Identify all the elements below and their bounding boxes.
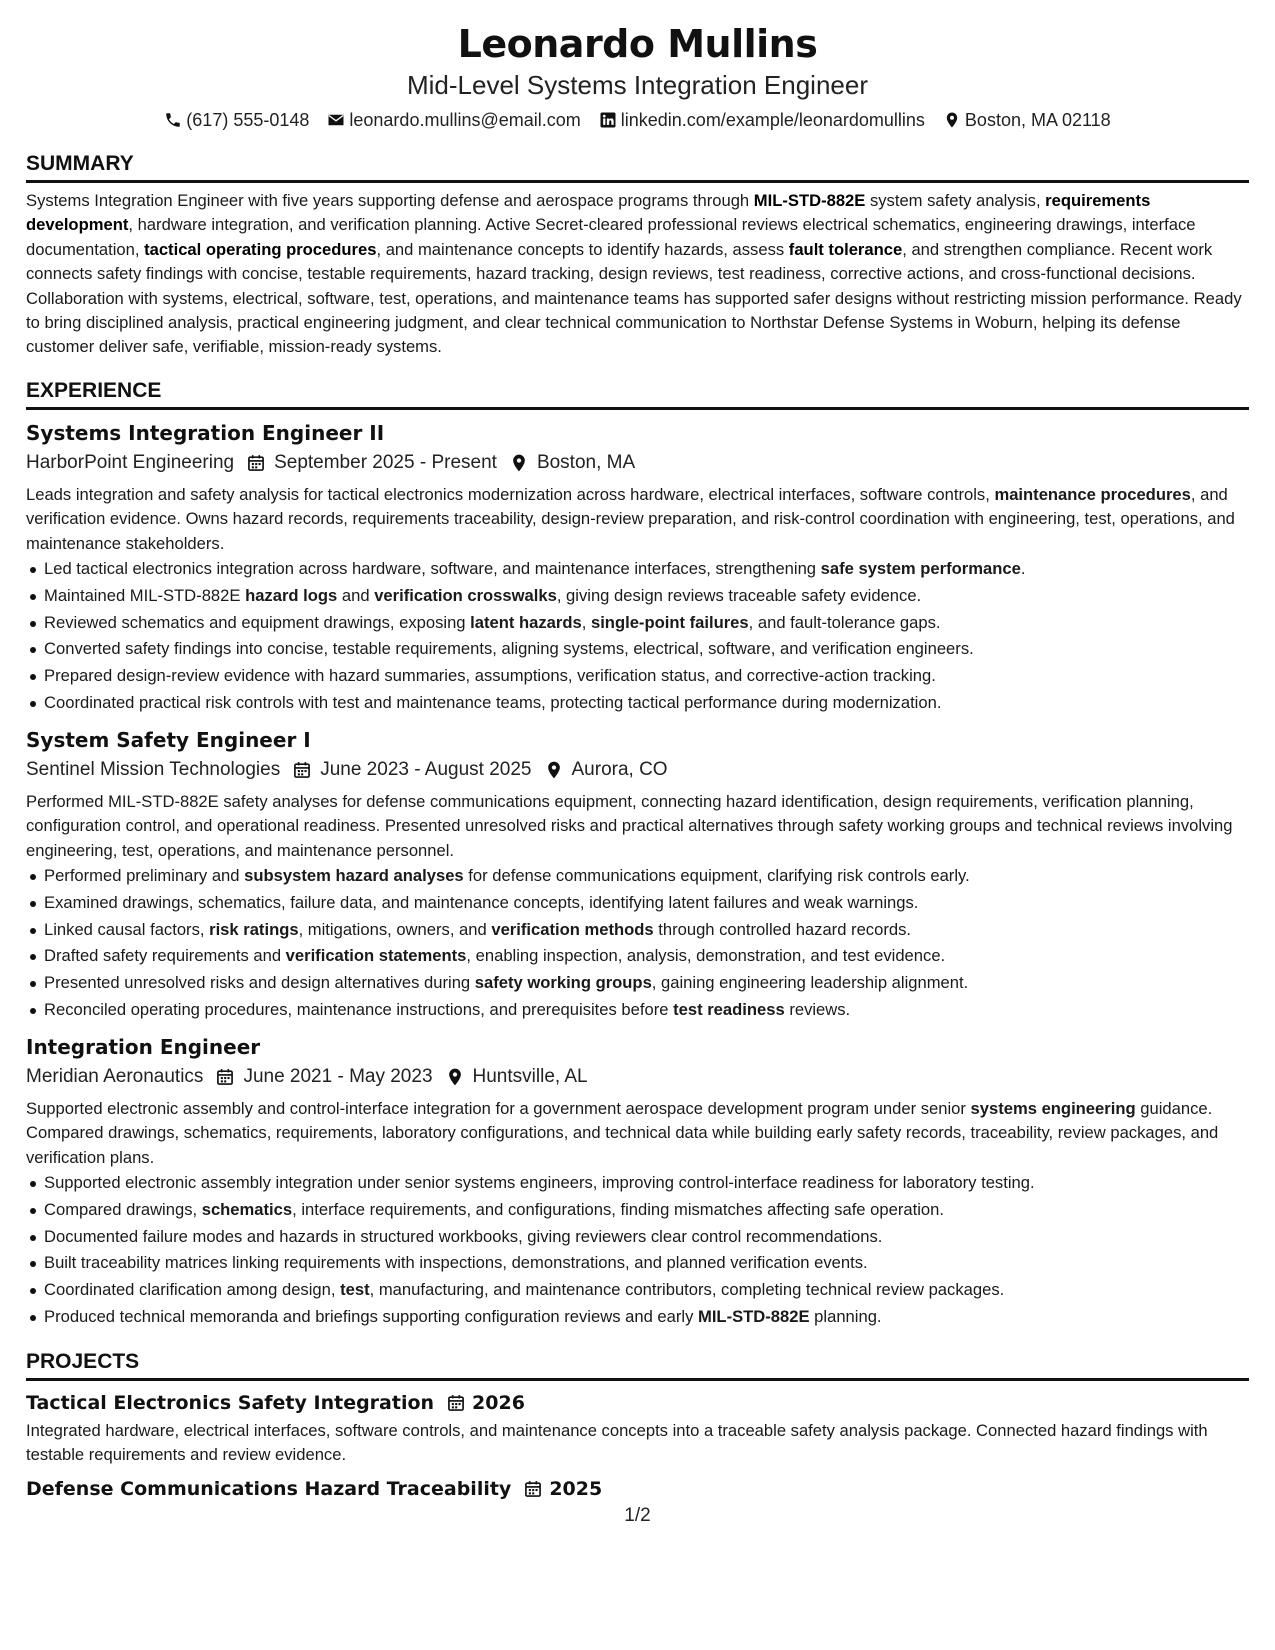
text-run: , interface requirements, and configurations, finding mismatches affecting safe operation. <box>292 1199 944 1219</box>
bold-keyword: schematics <box>201 1199 293 1219</box>
text-run: , manufacturing, and maintenance contributors, completing technical review packages. <box>369 1280 1005 1300</box>
bold-keyword: test readiness <box>673 1000 785 1020</box>
candidate-title: Mid-Level Systems Integration Engineer <box>406 70 868 100</box>
phone-icon <box>164 111 182 129</box>
company-name: Meridian Aeronautics <box>26 1065 204 1087</box>
project-title: Tactical Electronics Safety Integration <box>26 1391 435 1414</box>
job-dates: June 2021 - May 2023 <box>243 1065 433 1087</box>
text-run: Produced technical memoranda and briefings supporting configuration reviews and early <box>44 1307 698 1327</box>
text-run: . <box>1020 559 1026 579</box>
job-entry <box>26 418 1249 717</box>
projects-heading: PROJECTS <box>26 1349 1249 1381</box>
candidate-name: Leonardo Mullins <box>457 22 818 66</box>
list-item <box>44 863 1249 890</box>
text-run: Drafted safety requirements and <box>44 946 286 966</box>
bold-keyword: hazard logs <box>245 585 338 605</box>
list-item <box>44 610 1249 637</box>
list-item <box>44 1197 1249 1224</box>
project-year: 2026 <box>472 1391 525 1414</box>
summary-heading: SUMMARY <box>26 151 1249 183</box>
bold-keyword: safety working groups <box>474 973 652 993</box>
text-run: Systems Integration Engineer with five years supporting defense and aerospace programs through <box>26 191 754 210</box>
text-run: reviews. <box>784 1000 851 1020</box>
text-run: Performed MIL-STD-882E safety analyses for defense communications equipment, connecting hazard identification, design requirements, verification planning, configuration control, and operational readiness. Presented unresolved risks and practical alternatives through safety working groups and technical reviews involving engineering, test, operations, and maintenance personnel. <box>26 791 1233 860</box>
list-item <box>44 997 1249 1024</box>
map-pin-icon <box>509 453 529 473</box>
text-run: , giving design reviews traceable safety evidence. <box>556 585 922 605</box>
bold-keyword: verification methods <box>491 919 654 939</box>
text-run: Coordinated practical risk controls with test and maintenance teams, protecting tactical performance during modernization. <box>44 693 942 713</box>
contact-email-text: leonardo.mullins@email.com <box>349 110 581 130</box>
list-item <box>44 1277 1249 1304</box>
text-run: guidance. Compared drawings, schematics, requirements, laboratory configurations, and technical data while building early safety records, traceability, review packages, and verification plans. <box>26 1098 1219 1167</box>
list-item <box>44 1250 1249 1277</box>
bold-keyword: MIL-STD-882E <box>753 191 866 210</box>
text-run: Presented unresolved risks and design alternatives during <box>44 973 475 993</box>
text-run: Prepared design-review evidence with hazard summaries, assumptions, verification status, and corrective-action tracking. <box>44 666 936 686</box>
contact-linkedin[interactable] <box>599 107 925 133</box>
text-run: Supported electronic assembly integration under senior systems engineers, improving control-interface readiness for laboratory testing. <box>44 1173 1035 1193</box>
job-bullets <box>26 1170 1249 1331</box>
text-run: , and fault-tolerance gaps. <box>748 612 941 632</box>
job-title: System Safety Engineer I <box>26 727 311 752</box>
map-pin-icon <box>544 760 564 780</box>
text-run: Documented failure modes and hazards in structured workbooks, giving reviewers clear control recommendations. <box>44 1226 883 1246</box>
job-location: Aurora, CO <box>571 758 668 780</box>
calendar-icon <box>292 760 312 780</box>
job-entry <box>26 1032 1249 1331</box>
project-entry <box>26 1475 1249 1503</box>
text-run: , hardware integration, and verification planning. Active Secret-cleared professional reviews electrical schematics, engineering drawings, interface documentation, <box>26 215 1196 259</box>
bold-keyword: maintenance procedures <box>994 484 1191 504</box>
calendar-icon <box>446 1393 466 1413</box>
text-run: , and strengthen compliance. Recent work connects safety findings with concise, testable requirements, hazard tracking, design reviews, test readiness, corrective actions, and cross-functional decisions. Collaboration with systems, electrical, software, test, operations, and maintenance teams has supported safer designs without restricting mission performance. Ready to bring disciplined analysis, practical engineering judgment, and clear technical communication to Northstar Defense Systems in Woburn, helping its defense customer deliver safe, verifiable, mission-ready systems. <box>26 239 1242 357</box>
projects-list <box>26 1389 1249 1503</box>
text-run: Supported electronic assembly and control-interface integration for a government aerospace development program under senior <box>26 1098 971 1118</box>
text-run: through controlled hazard records. <box>653 919 911 939</box>
text-run: Linked causal factors, <box>44 919 210 939</box>
page-number: 1/2 <box>624 1505 651 1526</box>
envelope-icon <box>327 111 345 129</box>
text-run: and <box>337 585 375 605</box>
list-item <box>44 583 1249 610</box>
text-run: Led tactical electronics integration across hardware, software, and maintenance interfaces, strengthening <box>44 559 821 579</box>
text-run: for defense communications equipment, clarifying risk controls early. <box>463 866 970 886</box>
calendar-icon <box>523 1479 543 1499</box>
resume-header <box>26 20 1249 133</box>
text-run: Performed preliminary and <box>44 866 245 886</box>
bold-keyword: latent hazards <box>470 612 582 632</box>
text-run: , gaining engineering leadership alignment. <box>651 973 969 993</box>
map-pin-icon <box>445 1067 465 1087</box>
company-name: HarborPoint Engineering <box>26 451 235 473</box>
text-run: Reconciled operating procedures, maintenance instructions, and prerequisites before <box>44 1000 674 1020</box>
list-item <box>44 1304 1249 1331</box>
list-item <box>44 556 1249 583</box>
text-run: system safety analysis, <box>865 191 1046 210</box>
text-run: , enabling inspection, analysis, demonstration, and test evidence. <box>466 946 946 966</box>
project-header <box>26 1389 1249 1417</box>
text-run: Reviewed schematics and equipment drawings, exposing <box>44 612 471 632</box>
bold-keyword: systems engineering <box>970 1098 1136 1118</box>
contact-email[interactable] <box>327 107 580 133</box>
job-meta <box>26 755 1249 785</box>
text-run: Examined drawings, schematics, failure data, and maintenance concepts, identifying latent failures and weak warnings. <box>44 892 919 912</box>
job-meta <box>26 1062 1249 1092</box>
linkedin-icon <box>599 111 617 129</box>
project-header <box>26 1475 1249 1503</box>
list-item <box>44 690 1249 717</box>
bold-keyword: fault tolerance <box>788 239 903 259</box>
job-location: Boston, MA <box>536 451 636 473</box>
job-dates: June 2023 - August 2025 <box>320 758 532 780</box>
calendar-icon <box>215 1067 235 1087</box>
company-name: Sentinel Mission Technologies <box>26 758 281 780</box>
job-bullets <box>26 863 1249 1024</box>
text-run: Converted safety findings into concise, testable requirements, aligning systems, electrical, software, and verification engineers. <box>44 639 974 659</box>
job-title: Systems Integration Engineer II <box>26 420 385 445</box>
job-location: Huntsville, AL <box>472 1065 588 1087</box>
text-run: planning. <box>809 1307 882 1327</box>
text-run: , <box>581 612 591 632</box>
bold-keyword: MIL-STD-882E <box>698 1307 810 1327</box>
list-item <box>44 970 1249 997</box>
job-title: Integration Engineer <box>26 1034 261 1059</box>
calendar-icon <box>246 453 266 473</box>
list-item <box>44 943 1249 970</box>
summary-text <box>26 189 1249 360</box>
list-item <box>44 636 1249 663</box>
text-run: , and maintenance concepts to identify hazards, assess <box>376 239 789 259</box>
job-dates: September 2025 - Present <box>274 451 497 473</box>
experience-list <box>26 418 1249 1331</box>
job-description <box>26 790 1249 863</box>
bold-keyword: tactical operating procedures <box>144 239 377 259</box>
bold-keyword: risk ratings <box>209 919 299 939</box>
text-run: Built traceability matrices linking requirements with inspections, demonstrations, and planned verification events. <box>44 1253 868 1273</box>
contact-bar <box>26 107 1249 133</box>
job-bullets <box>26 556 1249 717</box>
bold-keyword: requirements development <box>26 191 1151 235</box>
project-description: Integrated hardware, electrical interfaces, software controls, and maintenance concepts into a traceable safety analysis package. Connected hazard findings with testable requirements and review evidence. <box>26 1420 1208 1464</box>
text-run: Coordinated clarification among design, <box>44 1280 341 1300</box>
map-pin-icon <box>943 111 961 129</box>
bold-keyword: subsystem hazard analyses <box>244 866 464 886</box>
contact-phone-text: (617) 555-0148 <box>186 110 310 130</box>
job-meta <box>26 448 1249 478</box>
job-description <box>26 483 1249 556</box>
text-run: , mitigations, owners, and <box>298 919 492 939</box>
bold-keyword: test <box>340 1280 370 1300</box>
bold-keyword: verification crosswalks <box>374 585 557 605</box>
text-run: Leads integration and safety analysis for tactical electronics modernization across hardware, electrical interfaces, software controls, <box>26 484 995 504</box>
text-run: Maintained MIL-STD-882E <box>44 585 246 605</box>
job-entry <box>26 725 1249 1024</box>
contact-phone <box>164 107 309 133</box>
text-run: Compared drawings, <box>44 1199 202 1219</box>
project-entry <box>26 1389 1249 1467</box>
project-year: 2025 <box>549 1477 603 1500</box>
list-item <box>44 1224 1249 1251</box>
text-run: , and verification evidence. Owns hazard records, requirements traceability, design-review preparation, and risk-control coordination with engineering, test, operations, and maintenance stakeholders. <box>26 484 1235 553</box>
experience-heading: EXPERIENCE <box>26 378 1249 410</box>
list-item <box>44 890 1249 917</box>
contact-location-text: Boston, MA 02118 <box>964 110 1111 130</box>
list-item <box>44 917 1249 944</box>
contact-location <box>943 107 1111 133</box>
list-item <box>44 663 1249 690</box>
bold-keyword: single-point failures <box>590 612 749 632</box>
bold-keyword: safe system performance <box>820 559 1021 579</box>
bold-keyword: verification statements <box>285 946 467 966</box>
project-title: Defense Communications Hazard Traceability <box>26 1477 512 1500</box>
list-item <box>44 1170 1249 1197</box>
contact-linkedin-text: linkedin.com/example/leonardomullins <box>620 110 925 130</box>
job-description <box>26 1097 1249 1170</box>
